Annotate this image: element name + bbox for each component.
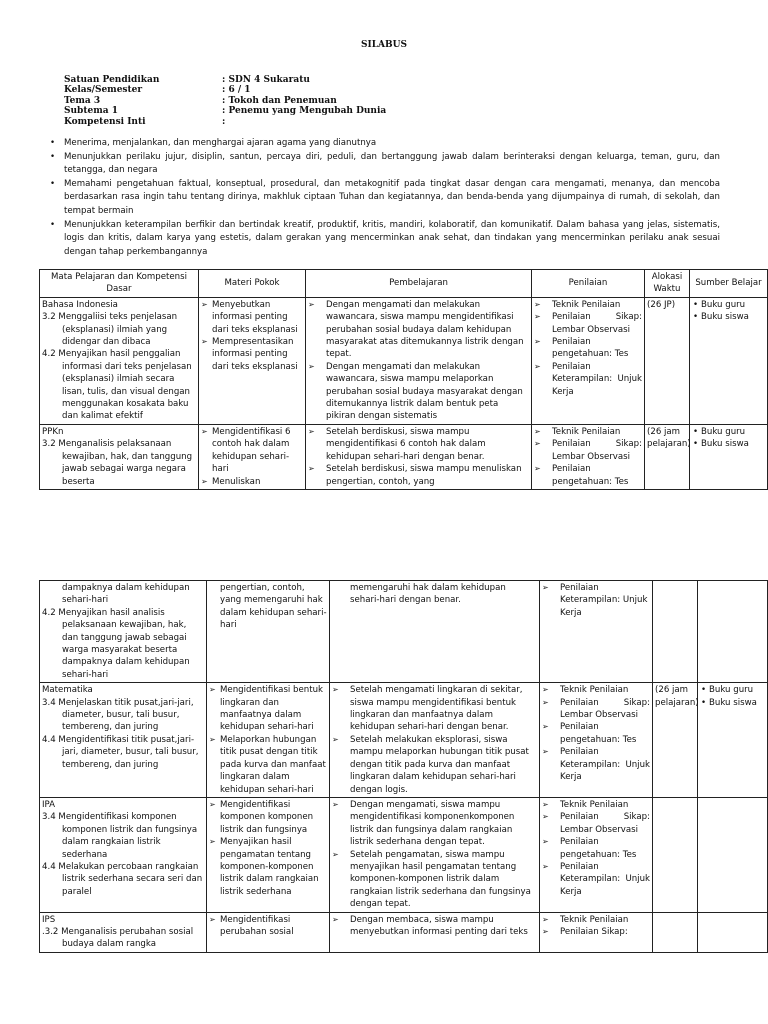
meta-row: Tema 3 : Tokoh dan Penemuan xyxy=(64,95,337,106)
alokasi-cell xyxy=(653,581,698,683)
kd-item: 3.4 Menjelaskan titik pusat,jari-jari, diameter, busur, tali busur, tembereng, dan juring xyxy=(42,697,194,733)
column-header: Penilaian xyxy=(532,270,645,298)
table-row xyxy=(40,424,768,489)
list-item: ➢ Teknik Penilaian xyxy=(534,426,642,438)
pembelajaran-cell xyxy=(306,424,532,489)
alokasi-cell xyxy=(653,797,698,912)
sumber-cell xyxy=(698,683,768,798)
list-item: ➢ Penilaian Keterampilan: Unjuk Kerja xyxy=(542,861,650,898)
sumber-cell xyxy=(690,424,768,489)
list-item: ➢ Mempresentasikan informasi penting dari teks eksplanasi xyxy=(201,336,303,373)
subject-name: PPKn xyxy=(42,426,64,437)
subject-cell xyxy=(40,797,207,912)
list-item: ➢ Penilaian pengetahuan: Tes xyxy=(542,721,650,746)
alokasi-cell: (26 jam pelajaran) xyxy=(653,683,698,798)
column-header: Pembelajaran xyxy=(306,270,532,298)
subject-cell xyxy=(40,912,207,952)
list-item: ➢ Penilaian pengetahuan: Tes xyxy=(534,463,642,488)
list-item: ➢ Penilaian Sikap: Lembar Observasi xyxy=(542,697,650,722)
materi-cell: pengertian, contoh, yang memengaruhi hak dalam kehidupan sehari-hari xyxy=(207,581,330,683)
kompetensi-inti-list xyxy=(50,137,720,259)
list-item: ➢ Mengidentifikasi bentuk lingkaran dan manfaatnya dalam kehidupan sehari-hari xyxy=(209,684,327,734)
identity-block xyxy=(64,75,386,127)
materi-cell xyxy=(207,683,330,798)
list-item: ➢ Setelah pengamatan, siswa mampu menyajikan hasil pengamatan tentang komponen-komponen listrik dalam rangkaian listrik sederhana dan fungsinya dengan tepat. xyxy=(332,849,537,911)
table-row xyxy=(40,683,768,798)
sumber-cell xyxy=(698,797,768,912)
list-item: ➢ Penilaian pengetahuan: Tes xyxy=(542,836,650,861)
subject-name: IPS xyxy=(42,914,56,925)
meta-row: Kompetensi Inti : xyxy=(64,116,226,127)
penilaian-cell xyxy=(540,683,653,798)
pembelajaran-cell xyxy=(330,797,540,912)
kd-item: .3.2 Menganalisis perubahan sosial budaya dalam rangka xyxy=(42,926,194,950)
list-item: ➢ Penilaian pengetahuan: Tes xyxy=(534,336,642,361)
list-item: ➢ Menuliskan xyxy=(201,476,303,488)
materi-cell xyxy=(207,797,330,912)
sumber-cell xyxy=(690,297,768,424)
syllabus-table-continued xyxy=(39,580,768,953)
list-item: ➢ Setelah melakukan eksplorasi, siswa mampu melaporkan hubungan titik pusat dengan titik pada kurva dan manfaat lingkaran dalam kehidupan sehari-hari dengan logis. xyxy=(332,734,537,796)
sumber-cell xyxy=(698,581,768,683)
table-row xyxy=(40,581,768,683)
list-item: • Buku siswa xyxy=(700,697,765,709)
column-header: Mata Pelajaran dan Kompetensi Dasar xyxy=(40,270,199,298)
list-item: ➢ Setelah berdiskusi, siswa mampu menuliskan pengertian, contoh, yang xyxy=(308,463,529,488)
meta-row: Kelas/Semester : 6 / 1 xyxy=(64,85,251,96)
page-2 xyxy=(0,580,768,1024)
list-item: ➢ Mengidentifikasi 6 contoh hak dalam kehidupan sehari-hari xyxy=(201,426,303,476)
penilaian-cell xyxy=(532,297,645,424)
list-item: • Menunjukkan perilaku jujur, disiplin, santun, percaya diri, peduli, dan bertanggung jawab dalam berinteraksi dengan keluarga, teman, guru, dan tetangga, dan negara xyxy=(50,151,720,178)
subject-name: Matematika xyxy=(42,685,93,696)
meta-row: Subtema 1 : Penemu yang Mengubah Dunia xyxy=(64,106,387,117)
kd-item: 4.2 Menyajikan hasil penggalian informasi dari teks penjelasan (eksplanasi) ilmiah secara lisan, tulis, dan visual dengan menggunakan kosakata baku dan kalimat efektif xyxy=(42,349,192,422)
materi-cell xyxy=(199,297,306,424)
subject-name: Bahasa Indonesia xyxy=(42,299,118,310)
subject-cell xyxy=(40,683,207,798)
subject-cell xyxy=(40,581,207,683)
materi-cell xyxy=(199,424,306,489)
pembelajaran-cell: memengaruhi hak dalam kehidupan sehari-hari dengan benar. xyxy=(330,581,540,683)
list-item: • Buku guru xyxy=(692,426,765,438)
list-item: • Buku siswa xyxy=(692,311,765,323)
list-item: ➢ Teknik Penilaian xyxy=(542,799,650,811)
list-item: ➢ Setelah berdiskusi, siswa mampu mengidentifikasi 6 contoh hak dalam kehidupan sehari-hari dengan benar. xyxy=(308,426,529,463)
list-item: ➢ Teknik Penilaian xyxy=(542,914,650,926)
table-row xyxy=(40,912,768,952)
list-item: ➢ Penilaian Sikap: xyxy=(542,926,650,938)
pembelajaran-cell xyxy=(330,912,540,952)
list-item: ➢ Dengan membaca, siswa mampu menyebutkan informasi penting dari teks xyxy=(332,914,537,939)
pembelajaran-cell xyxy=(330,683,540,798)
subject-cell xyxy=(40,424,199,489)
list-item: ➢ Dengan mengamati dan melakukan wawancara, siswa mampu melaporkan perubahan sosial budaya masyarakat dengan ditemukannya listrik dalam bentuk peta pikiran dengan sistematis xyxy=(308,361,529,423)
list-item: ➢ Penilaian Keterampilan: Unjuk Kerja xyxy=(542,746,650,783)
sumber-cell xyxy=(698,912,768,952)
kd-item: 4.4 Melakukan percobaan rangkaian listrik sederhana secara seri dan paralel xyxy=(42,861,203,897)
list-item: ➢ Teknik Penilaian xyxy=(542,684,650,696)
subject-cell xyxy=(40,297,199,424)
pembelajaran-cell xyxy=(306,297,532,424)
list-item: ➢ Penilaian Keterampilan: Unjuk Kerja xyxy=(542,582,650,619)
list-item: ➢ Teknik Penilaian xyxy=(534,299,642,311)
list-item: • Buku guru xyxy=(700,684,765,696)
kd-item: 3.2 Menggaliisi teks penjelasan (eksplanasi) ilmiah yang didengar dan dibaca xyxy=(42,312,178,348)
meta-row: Satuan Pendidikan : SDN 4 Sukaratu xyxy=(64,75,310,85)
alokasi-cell: (26 jam pelajaran) xyxy=(645,424,690,489)
kd-item: 3.4 Mengidentifikasi komponen komponen listrik dan fungsinya dalam rangkaian listrik sederhana xyxy=(42,812,198,860)
subject-name: IPA xyxy=(42,799,56,810)
list-item: • Menerima, menjalankan, dan menghargai ajaran agama yang dianutnya xyxy=(50,137,720,151)
list-item: ➢ Dengan mengamati, siswa mampu mengidentifikasi komponenkomponen listrik dan fungsinya dalam rangkaian listrik sederhana dengan tepat. xyxy=(332,799,537,849)
penilaian-cell xyxy=(540,581,653,683)
list-item: ➢ Setelah mengamati lingkaran di sekitar, siswa mampu mengidentifikasi bentuk lingkaran dan manfaatnya dalam kehidupan sehari-hari dengan benar. xyxy=(332,684,537,734)
column-header: Alokasi Waktu xyxy=(645,270,690,298)
table-header-row xyxy=(40,270,768,298)
column-header: Sumber Belajar xyxy=(690,270,768,298)
table-row xyxy=(40,297,768,424)
syllabus-table xyxy=(39,269,768,490)
list-item: • Buku guru xyxy=(692,299,765,311)
table-row xyxy=(40,797,768,912)
list-item: ➢ Penilaian Sikap: Lembar Observasi xyxy=(534,438,642,463)
kd-continuation: dampaknya dalam kehidupan sehari-hari xyxy=(62,583,190,606)
penilaian-cell xyxy=(540,912,653,952)
alokasi-cell: (26 JP) xyxy=(645,297,690,424)
list-item: ➢ Dengan mengamati dan melakukan wawancara, siswa mampu mengidentifikasi perubahan sosial budaya dalam kehidupan masyarakat atas ditemukannya listrik dengan tepat. xyxy=(308,299,529,361)
kd-item: 4.4 Mengidentifikasi titik pusat,jari-jari, diameter, busur, tali busur, tembereng, dan juring xyxy=(42,734,199,770)
materi-cell xyxy=(207,912,330,952)
column-header: Materi Pokok xyxy=(199,270,306,298)
list-item: • Memahami pengetahuan faktual, konseptual, prosedural, dan metakognitif pada tingkat dasar dengan cara mengamati, menanya, dan mencoba berdasarkan rasa ingin tahu tentang dirinya, makhluk ciptaan Tuhan dan kegiatannya, dan benda-benda yang dijumpainya di rumah, di sekolah, dan tempat bermain xyxy=(50,178,720,219)
list-item: • Menunjukkan keterampilan berfikir dan bertindak kreatif, produktif, kritis, mandiri, kolaboratif, dan komunikatif. Dalam bahasa yang jelas, sistematis, logis dan kritis, dalam karya yang estetis, dalam gerakan yang mencerminkan anak sehat, dan tindakan yang mencerminkan perilaku anak sesuai dengan tahap perkembangannya xyxy=(50,219,720,260)
penilaian-cell xyxy=(540,797,653,912)
list-item: ➢ Penilaian Keterampilan: Unjuk Kerja xyxy=(534,361,642,398)
list-item: ➢ Penilaian Sikap: Lembar Observasi xyxy=(534,311,642,336)
document-title: SILABUS xyxy=(361,40,407,50)
list-item: • Buku siswa xyxy=(692,438,765,450)
list-item: ➢ Mengidentifikasi perubahan sosial xyxy=(209,914,327,939)
list-item: ➢ Menyebutkan informasi penting dari teks eksplanasi xyxy=(201,299,303,336)
list-item: ➢ Menyajikan hasil pengamatan tentang komponen-komponen listrik dalam rangkaian listrik sederhana xyxy=(209,836,327,898)
kd-item: 3.2 Menganalisis pelaksanaan kewajiban, hak, dan tanggung jawab sebagai warga negara beserta xyxy=(42,439,193,487)
list-item: ➢ Melaporkan hubungan titik pusat dengan titik pada kurva dan manfaat lingkaran dalam kehidupan sehari-hari xyxy=(209,734,327,796)
list-item: ➢ Penilaian Sikap: Lembar Observasi xyxy=(542,811,650,836)
alokasi-cell xyxy=(653,912,698,952)
penilaian-cell xyxy=(532,424,645,489)
list-item: ➢ Mengidentifikasi komponen komponen listrik dan fungsinya xyxy=(209,799,327,836)
kd-item: 4.2 Menyajikan hasil analisis pelaksanaan kewajiban, hak, dan tanggung jawab sebagai warga masyarakat beserta dampaknya dalam kehidupan sehari-hari xyxy=(42,607,190,680)
